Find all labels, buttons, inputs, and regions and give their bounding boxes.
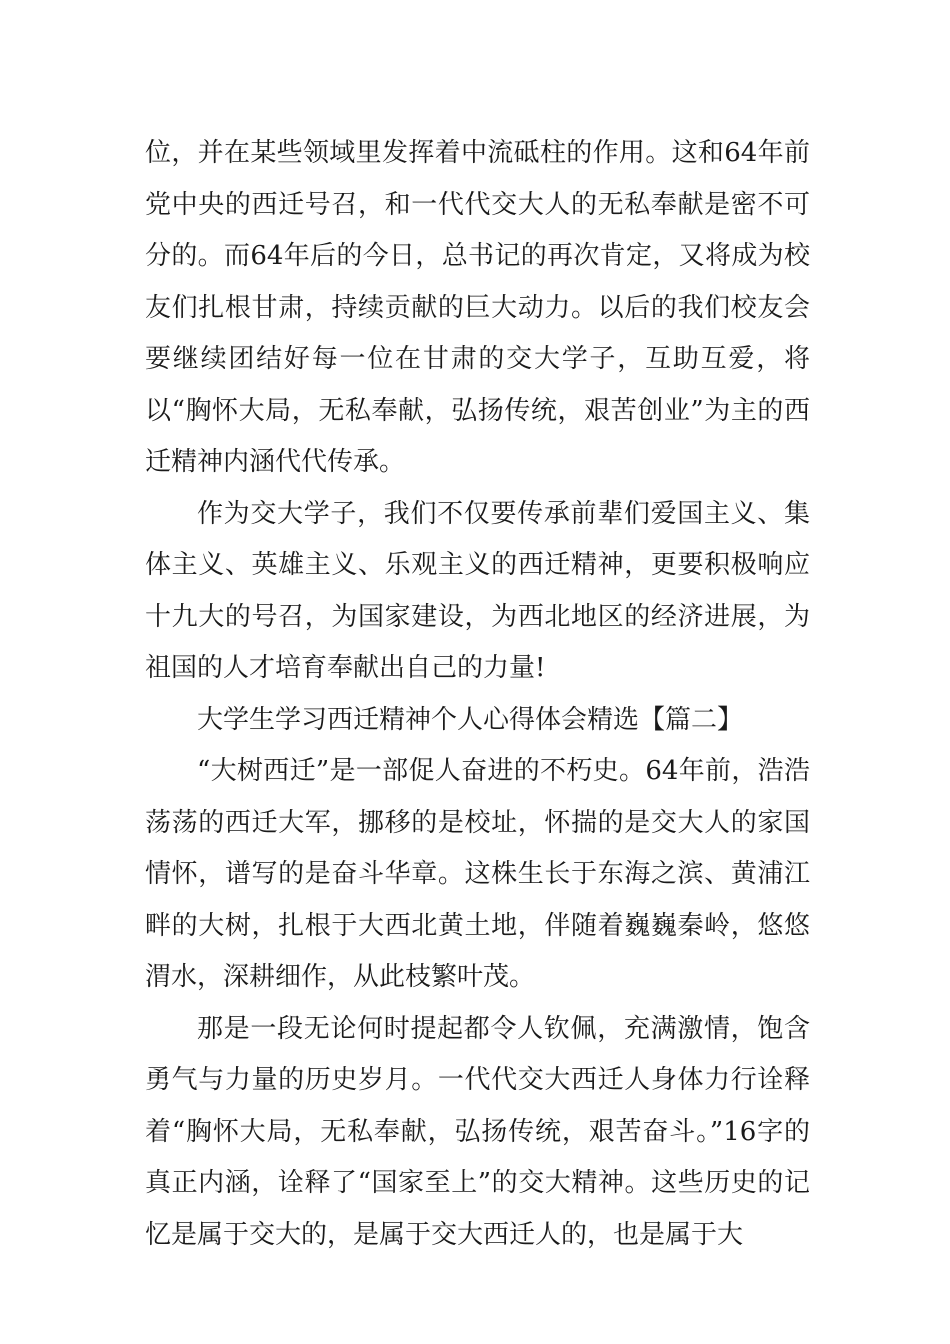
document-body	[145, 128, 810, 1261]
paragraph-1: 位，并在某些领域里发挥着中流砥柱的作用。这和64年前党中央的西迁号召，和一代代交大人的无私奉献是密不可分的。而64年后的今日，总书记的再次肯定，又将成为校友们扎根甘肃，持续贡献的巨大动力。以后的我们校友会要继续团结好每一位在甘肃的交大学子，互助互爱，将以“胸怀大局，无私奉献，弘扬传统，艰苦创业”为主的西迁精神内涵代代传承。	[145, 138, 810, 477]
paragraph-3: “大树西迁”是一部促人奋进的不朽史。64年前，浩浩荡荡的西迁大军，挪移的是校址，怀揣的是交大人的家国情怀，谱写的是奋斗华章。这株生长于东海之滨、黄浦江畔的大树，扎根于大西北黄土地，伴随着巍巍秦岭，悠悠渭水，深耕细作，从此枝繁叶茂。	[145, 756, 810, 992]
paragraph-2: 作为交大学子，我们不仅要传承前辈们爱国主义、集体主义、英雄主义、乐观主义的西迁精神，更要积极响应十九大的号召，为国家建设，为西北地区的经济进展，为祖国的人才培育奉献出自己的力量!	[145, 498, 810, 683]
section-heading: 大学生学习西迁精神个人心得体会精选【篇二】	[197, 704, 744, 735]
paragraph-4: 那是一段无论何时提起都令人钦佩，充满激情，饱含勇气与力量的历史岁月。一代代交大西迁人身体力行诠释着“胸怀大局，无私奉献，弘扬传统，艰苦奋斗。”16字的真正内涵，诠释了“国家至上”的交大精神。这些历史的记忆是属于交大的，是属于交大西迁人的，也是属于大	[145, 1013, 810, 1250]
